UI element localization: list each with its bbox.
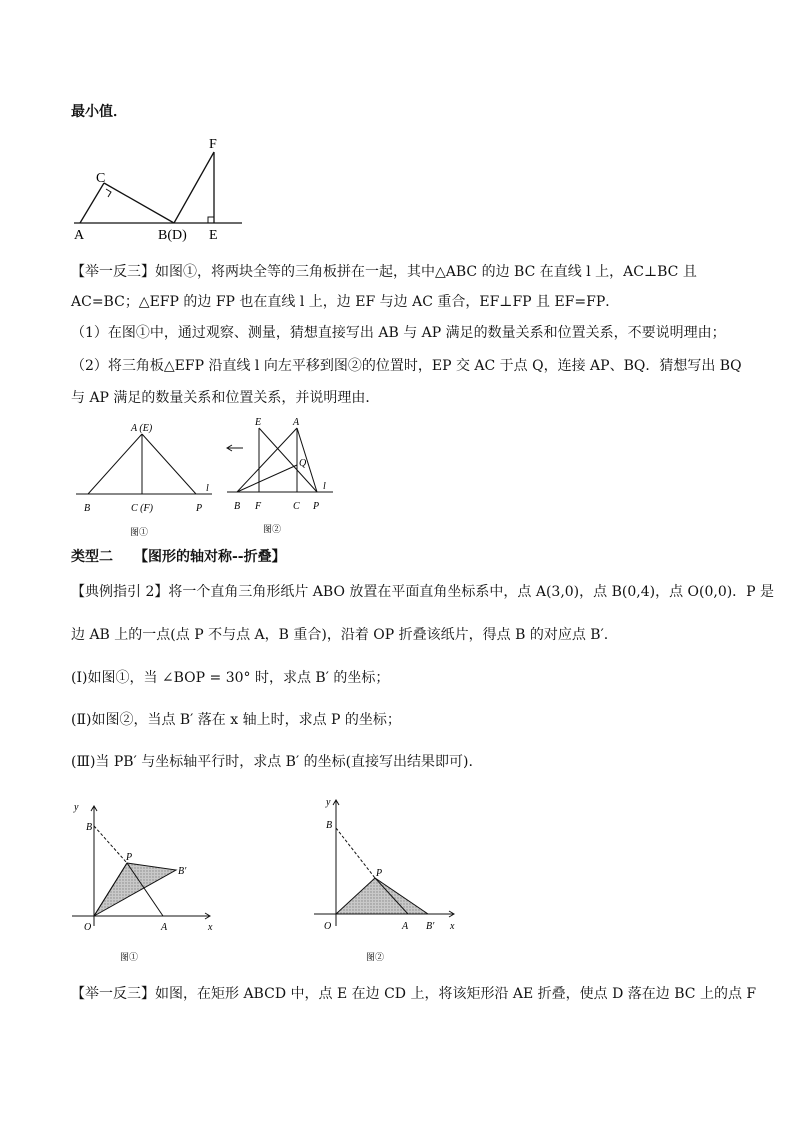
text-line: （1）在图①中，通过观察、测量，猜想直接写出 AB 与 AP 满足的数量关系和位置关系，不要说明理由； xyxy=(71,325,726,341)
label-y: y xyxy=(74,802,79,813)
label-A: A xyxy=(161,922,168,933)
label-O: O xyxy=(324,921,332,932)
label-l: l xyxy=(206,483,209,494)
text-line: AC=BC；△EFP 的边 FP 也在直线 l 上，边 EF 与边 AC 重合，EF⊥FP 且 EF=FP． xyxy=(71,294,620,310)
label-P: P xyxy=(376,868,383,879)
label-A: A xyxy=(74,228,85,243)
figure-caption: 图② xyxy=(263,524,282,534)
label-B: B xyxy=(86,822,93,833)
figure-coord-fold-2 xyxy=(310,792,470,968)
text-line: (Ⅲ)当 PB′ 与坐标轴平行时，求点 B′ 的坐标(直接写出结果即可). xyxy=(71,754,473,770)
figure-coord-fold-1 xyxy=(68,792,228,968)
label-l: l xyxy=(323,481,326,492)
section-heading: 类型二 【图形的轴对称--折叠】 xyxy=(71,549,286,565)
label-BD: B(D) xyxy=(158,228,187,243)
label-x: x xyxy=(450,921,455,932)
text-line: (Ⅰ)如图①，当 ∠BOP = 30° 时，求点 B′ 的坐标； xyxy=(71,670,390,686)
figure-caption: 图② xyxy=(366,952,385,962)
label-B: B xyxy=(326,820,333,831)
label-B-prime: B′ xyxy=(178,866,187,877)
figure-triangles-line xyxy=(70,135,260,245)
label-F: F xyxy=(209,137,217,152)
label-A-E: A (E) xyxy=(131,423,153,434)
label-C: C xyxy=(293,501,300,512)
text-line: 【举一反三】如图，在矩形 ABCD 中，点 E 在边 CD 上，将该矩形沿 AE 折叠，使点 D 落在边 BC 上的点 F xyxy=(71,986,757,1002)
text-line: （2）将三角板△EFP 沿直线 l 向左平移到图②的位置时，EP 交 AC 于点 Q，连接 AP、BQ．猜想写出 BQ xyxy=(71,358,742,374)
text-line: 边 AB 上的一点(点 P 不与点 A，B 重合)，沿着 OP 折叠该纸片，得点 B 的对应点 B′. xyxy=(71,627,609,643)
figure-caption: 图① xyxy=(130,527,149,537)
label-B: B xyxy=(234,501,241,512)
label-C: C xyxy=(96,171,106,186)
figure-fig2-translated xyxy=(223,414,343,542)
label-Q: Q xyxy=(299,458,307,469)
label-P: P xyxy=(126,852,133,863)
label-y: y xyxy=(326,797,331,808)
label-A: A xyxy=(402,921,409,932)
label-E: E xyxy=(209,228,218,243)
text-line: 【举一反三】如图①，将两块全等的三角板拼在一起，其中△ABC 的边 BC 在直线 l 上，AC⊥BC 且 xyxy=(71,264,697,280)
label-x: x xyxy=(208,922,213,933)
figure-caption: 图① xyxy=(120,952,139,962)
label-A: A xyxy=(293,417,300,428)
label-P: P xyxy=(196,503,203,514)
text-line: 与 AP 满足的数量关系和位置关系，并说明理由． xyxy=(71,390,380,406)
label-P: P xyxy=(313,501,320,512)
label-B-prime: B′ xyxy=(426,921,435,932)
text-line: 最小值． xyxy=(71,104,127,120)
label-O: O xyxy=(84,922,92,933)
label-E: E xyxy=(255,417,262,428)
label-F: F xyxy=(255,501,262,512)
figure-fig1-triangles xyxy=(72,420,222,542)
text-line: (Ⅱ)如图②，当点 B′ 落在 x 轴上时，求点 P 的坐标； xyxy=(71,712,401,728)
label-B: B xyxy=(84,503,91,514)
label-C-F: C (F) xyxy=(131,503,153,514)
text-line: 【典例指引 2】将一个直角三角形纸片 ABO 放置在平面直角坐标系中，点 A(3,0)，点 B(0,4)，点 O(0,0)．P 是 xyxy=(71,584,775,600)
